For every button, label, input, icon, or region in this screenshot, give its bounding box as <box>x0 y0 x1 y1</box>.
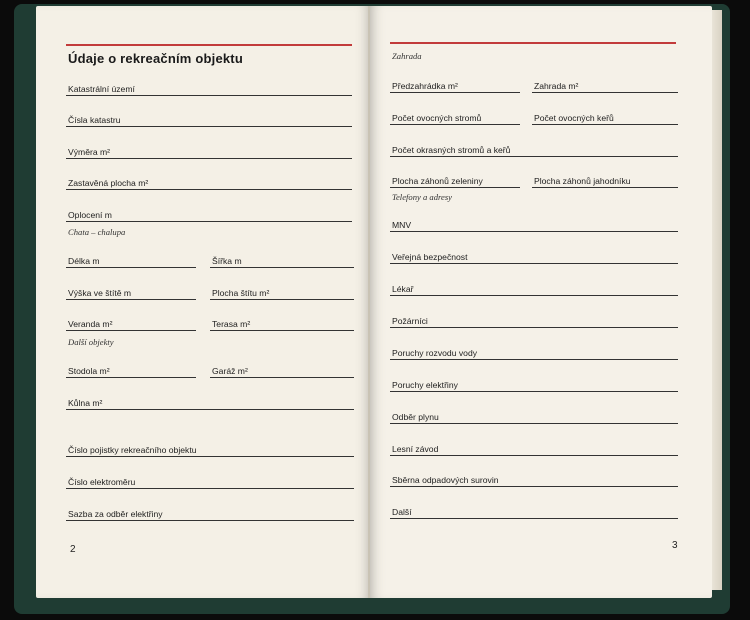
field-label: Sazba za odběr elektřiny <box>68 509 163 519</box>
field-label: Plocha záhonů jahodníku <box>534 176 631 186</box>
field-sberna-surovin[interactable] <box>390 472 678 487</box>
field-label: Stodola m² <box>68 366 110 376</box>
page-title: Údaje o rekreačním objektu <box>68 51 243 66</box>
section-dalsi-objekty: Další objekty <box>68 337 114 347</box>
field-poruchy-elektriny[interactable] <box>390 377 678 392</box>
field-dalsi[interactable] <box>390 504 678 519</box>
field-kulna[interactable] <box>66 395 354 410</box>
field-zahony-jahodniku[interactable] <box>532 173 678 188</box>
field-label: Terasa m² <box>212 319 251 329</box>
field-poruchy-vody[interactable] <box>390 345 678 360</box>
field-label: Šířka m <box>212 256 242 266</box>
field-oploceni[interactable] <box>66 207 352 222</box>
field-katastralni-uzemi[interactable] <box>66 81 352 96</box>
title-rule <box>66 44 352 46</box>
page-number: 2 <box>70 544 76 555</box>
field-label: Poruchy rozvodu vody <box>392 348 478 358</box>
field-label: Poruchy elektřiny <box>392 380 458 390</box>
title-rule <box>390 42 676 44</box>
field-label: Garáž m² <box>212 366 248 376</box>
field-verejna-bezpecnost[interactable] <box>390 249 678 264</box>
section-chata-chalupa: Chata – chalupa <box>68 227 126 237</box>
field-label: Kůlna m² <box>68 398 103 408</box>
field-label: Výška ve štítě m <box>68 288 132 298</box>
field-label: Počet okrasných stromů a keřů <box>392 145 511 155</box>
section-telefony-adresy: Telefony a adresy <box>392 192 452 202</box>
field-lekar[interactable] <box>390 281 678 296</box>
field-zahrada[interactable] <box>532 78 678 93</box>
field-label: Číslo elektroměru <box>68 477 136 487</box>
field-predzahradka[interactable] <box>390 78 520 93</box>
field-zastavena-plocha[interactable] <box>66 175 352 190</box>
field-sirka[interactable] <box>210 253 354 268</box>
field-plocha-stitu[interactable] <box>210 285 354 300</box>
field-cislo-pojistky[interactable] <box>66 442 354 457</box>
page-number: 3 <box>672 540 678 551</box>
field-cislo-elektromeru[interactable] <box>66 474 354 489</box>
field-garaz[interactable] <box>210 363 354 378</box>
left-page <box>36 6 370 598</box>
field-terasa[interactable] <box>210 316 354 331</box>
field-delka[interactable] <box>66 253 196 268</box>
field-label: Oplocení m <box>68 210 112 220</box>
right-page <box>370 6 712 598</box>
field-label: Plocha záhonů zeleniny <box>392 176 483 186</box>
field-ovocne-stromy[interactable] <box>390 110 520 125</box>
field-label: Lesní závod <box>392 444 439 454</box>
field-label: Počet ovocných keřů <box>534 113 614 123</box>
field-mnv[interactable] <box>390 217 678 232</box>
field-label: Požárníci <box>392 316 428 326</box>
field-label: Délka m <box>68 256 100 266</box>
field-label: Katastrální území <box>68 84 135 94</box>
field-label: Čísla katastru <box>68 115 121 125</box>
field-label: Zahrada m² <box>534 81 579 91</box>
field-label: Sběrna odpadových surovin <box>392 475 499 485</box>
field-label: Plocha štítu m² <box>212 288 270 298</box>
field-odber-plynu[interactable] <box>390 409 678 424</box>
field-ovocne-kere[interactable] <box>532 110 678 125</box>
field-label: Zastavěná plocha m² <box>68 178 149 188</box>
field-vymera[interactable] <box>66 144 352 159</box>
field-sazba-elektriny[interactable] <box>66 506 354 521</box>
field-veranda[interactable] <box>66 316 196 331</box>
field-label: Veřejná bezpečnost <box>392 252 468 262</box>
field-label: Výměra m² <box>68 147 111 157</box>
field-pozarnici[interactable] <box>390 313 678 328</box>
field-label: Veranda m² <box>68 319 113 329</box>
field-okrasne-stromy[interactable] <box>390 142 678 157</box>
field-label: MNV <box>392 220 412 230</box>
field-zahony-zeleniny[interactable] <box>390 173 520 188</box>
field-lesni-zavod[interactable] <box>390 441 678 456</box>
field-label: Počet ovocných stromů <box>392 113 482 123</box>
section-zahrada: Zahrada <box>392 51 422 61</box>
field-label: Odběr plynu <box>392 412 439 422</box>
field-cisla-katastru[interactable] <box>66 112 352 127</box>
field-label: Další <box>392 507 412 517</box>
page-edges <box>712 10 722 590</box>
field-stodola[interactable] <box>66 363 196 378</box>
field-label: Číslo pojistky rekreačního objektu <box>68 445 197 455</box>
field-vyska-ve-stite[interactable] <box>66 285 196 300</box>
field-label: Předzahrádka m² <box>392 81 458 91</box>
field-label: Lékař <box>392 284 414 294</box>
